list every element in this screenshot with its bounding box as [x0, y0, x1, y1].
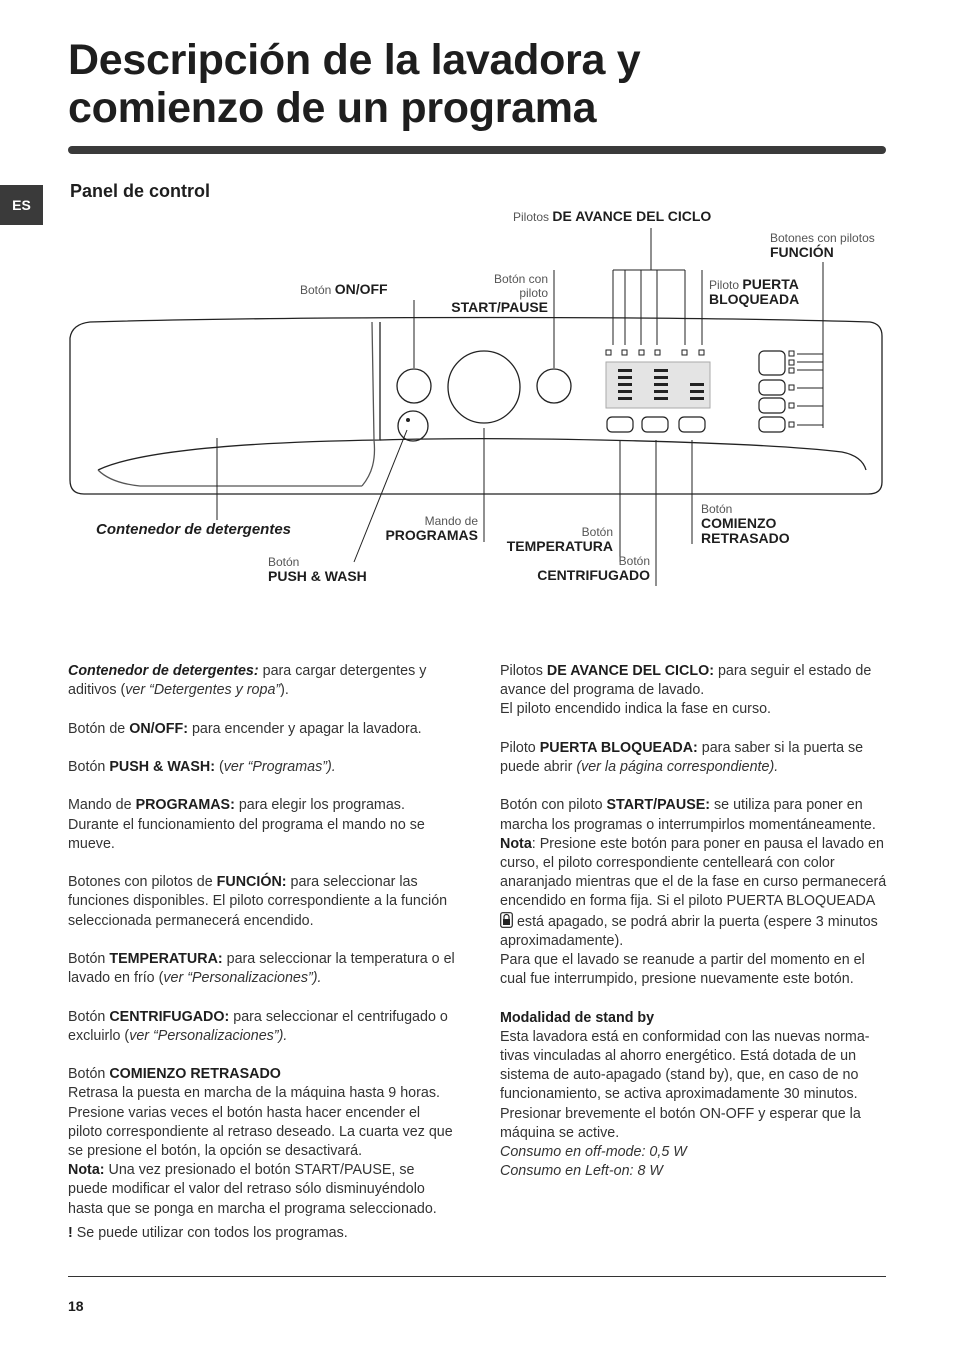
para-centrifugado: Botón CENTRIFUGADO: para seleccionar el centrifugado o excluirlo (ver “Personalizaciones”).: [68, 1008, 448, 1044]
para-contenedor: Contenedor de detergentes: para cargar detergentes y aditivos (ver “Detergentes y ropa”).: [68, 663, 427, 699]
footer-rule: [68, 1276, 886, 1277]
para-nota-retraso: Nota: Una vez presionado el botón START/PAUSE, se puede modificar el valor del retraso sólo disminuyéndolo hasta que se ponga en marcha el programa seleccionado.: [68, 1162, 437, 1217]
label-boton-temperatura: Botón TEMPERATURA: [506, 525, 613, 554]
start-pause-button-shape: [537, 369, 571, 403]
para-push-wash: Botón PUSH & WASH: (ver “Programas”).: [68, 758, 336, 775]
page-number: 18: [68, 1298, 84, 1314]
panel-inner-curve: [98, 322, 380, 470]
label-botones-funcion: Botones con pilotos FUNCIÓN: [770, 231, 875, 260]
program-knob-shape: [448, 351, 520, 423]
para-todos-programas: ! Se puede utilizar con todos los programas.: [68, 1224, 348, 1241]
title-line-2: comienzo de un programa: [68, 84, 597, 132]
drawer-divider: [362, 322, 375, 486]
para-funcion: Botones con pilotos de FUNCIÓN: para seleccionar las funciones disponibles. El piloto correspondiente a la función seleccionada permanecerá encendido.: [68, 874, 448, 929]
label-mando-programas: Mando de PROGRAMAS: [385, 514, 478, 543]
para-pilotos-avance: Pilotos DE AVANCE DEL CICLO: para seguir el estado de avance del programa de lavado. El piloto encendido indica la fase en curso.: [500, 663, 872, 718]
drawer-front: [98, 470, 362, 486]
right-column: [500, 662, 888, 1201]
panel-bottom-curve: [380, 439, 866, 470]
title-line-1: Descripción de la lavadora y: [68, 36, 641, 84]
label-boton-push-wash: Botón PUSH & WASH: [268, 555, 367, 584]
label-boton-comienzo: Botón COMIENZO RETRASADO: [701, 502, 790, 546]
para-puerta-bloqueada: Piloto PUERTA BLOQUEADA: para saber si la puerta se puede abrir (ver la página correspondiente).: [500, 739, 864, 775]
para-onoff: Botón de ON/OFF: para encender y apagar la lavadora.: [68, 720, 422, 737]
panel-outline: [70, 318, 882, 495]
section-title: Panel de control: [70, 181, 211, 201]
para-stand-by: Modalidad de stand by Esta lavadora está en conformidad con las nuevas normativas vinculadas al ahorro energético. Está dotada de un sistema de auto-apagado (stand by), que, en caso de no funcionamiento, se activa aproximadamente 30 minutos. Presionar brevemente el botón ON-OFF y esperar que la máquina se active. Consumo en off-mode: 0,5 W Consumo en Left-on: 8 W: [500, 1009, 870, 1180]
label-piloto-puerta: Piloto PUERTA BLOQUEADA: [709, 276, 800, 307]
para-temperatura: Botón TEMPERATURA: para seleccionar la temperatura o el lavado en frío (ver “Personalizaciones”).: [68, 950, 455, 987]
label-boton-onoff: Botón ON/OFF: [300, 281, 388, 297]
para-start-pause: Botón con piloto START/PAUSE: se utiliza para poner en marcha los programas o interrumpirlos momentáneamente. Nota: Presione este botón para poner en pausa el lavado en curso, el piloto correspondiente centelleará con color anaranjado mientras que el de la fase en curso permanecerá encendido en forma fija. Si el piloto PUERTA BLOQUEADA está apagado, se podrá abrir la puerta (espere 3 minutos aproximadamente). Para que el lavado se reanude a partir del momento en el cual fue interrumpido, presione nuevamente este botón.: [500, 797, 887, 988]
door-lock-icon: [500, 912, 513, 928]
language-tab: ES: [0, 185, 43, 225]
para-comienzo-retrasado: Botón COMIENZO RETRASADO Retrasa la puesta en marcha de la máquina hasta 9 horas. Presione varias veces el botón hasta hacer encender el piloto correspondiente al retraso deseado. La cuarta vez que se presione el botón, la opción se desactivará.: [68, 1066, 453, 1159]
left-column: [68, 662, 456, 1262]
label-contenedor: Contenedor de detergentes: [96, 521, 292, 538]
label-boton-centrifugado: Botón CENTRIFUGADO: [537, 554, 650, 583]
push-wash-button-shape: [398, 411, 428, 441]
para-programas: Mando de PROGRAMAS: para elegir los programas. Durante el funcionamiento del programa el mando no se mueve.: [68, 797, 425, 852]
label-boton-start-pause: Botón con piloto START/PAUSE: [451, 272, 548, 315]
label-pilotos-avance: Pilotos DE AVANCE DEL CICLO: [513, 208, 712, 224]
onoff-button-shape: [397, 369, 431, 403]
